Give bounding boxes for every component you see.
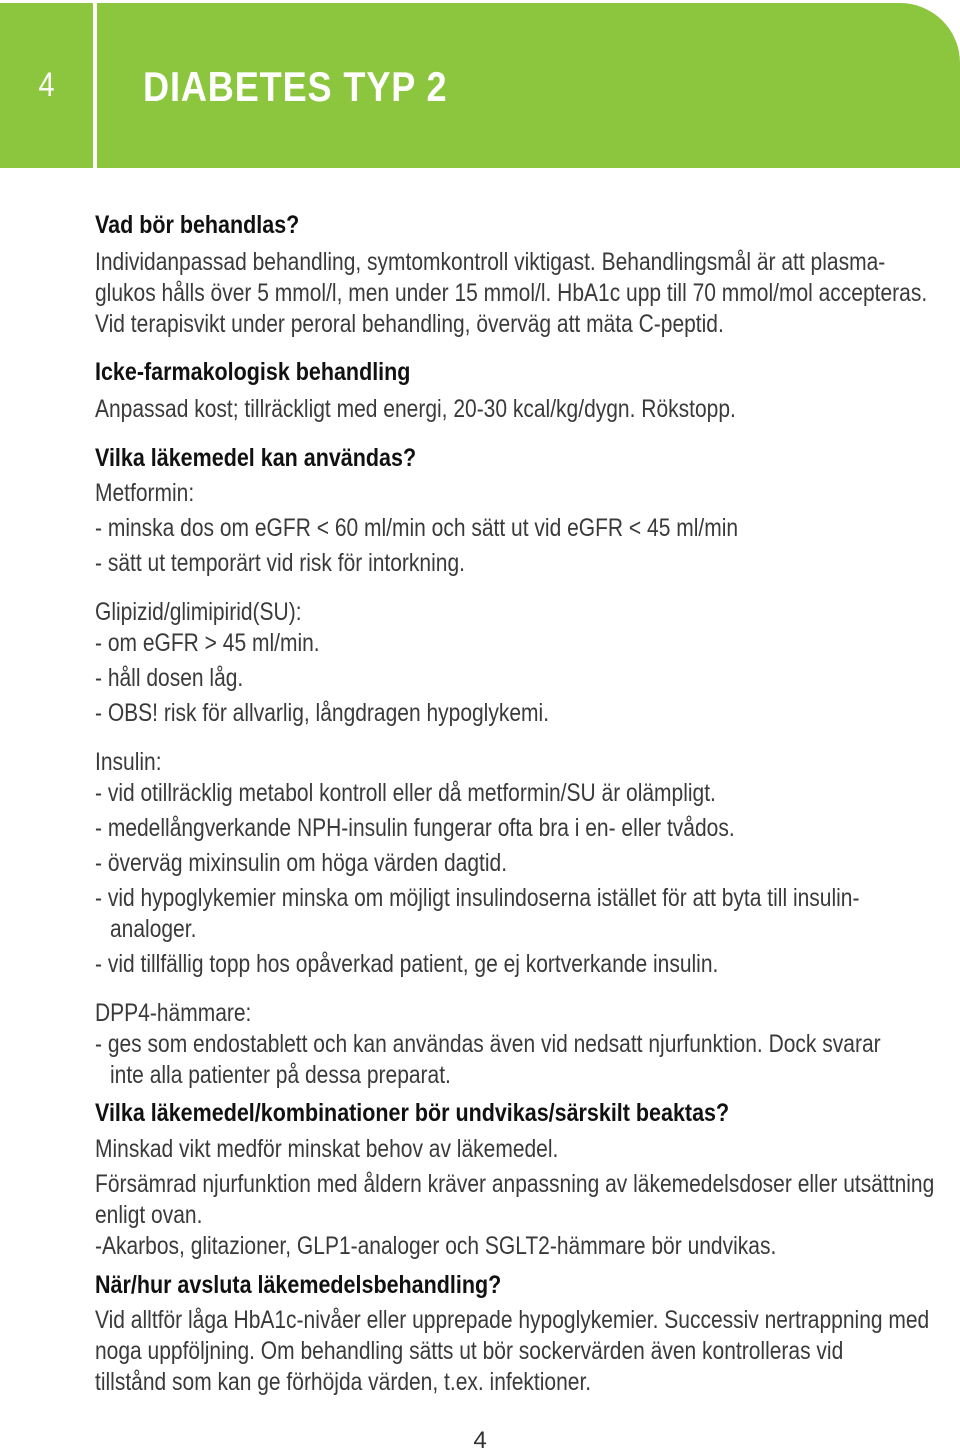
paragraph-line: noga uppföljning. Om behandling sätts ut bör sockervärden även kontrolleras vid (95, 1337, 844, 1365)
paragraph-line: enligt ovan. (95, 1201, 203, 1229)
paragraph-line: glukos hålls över 5 mmol/l, men under 15 mmol/l. HbA1c upp till 70 mmol/mol accepteras. (95, 279, 928, 307)
dpp4-title: DPP4-hämmare: (95, 999, 252, 1027)
insulin-title: Insulin: (95, 748, 162, 776)
heading-non-pharma: Icke-farmakologisk behandling (95, 358, 411, 386)
page-number: 4 (473, 1427, 487, 1454)
paragraph-line: Försämrad njurfunktion med åldern kräver anpassning av läkemedelsdoser eller utsättning (95, 1170, 935, 1198)
list-item: - vid otillräcklig metabol kontroll eller då metformin/SU är olämpligt. (95, 779, 716, 807)
banner-divider (93, 3, 97, 168)
list-item: - överväg mixinsulin om höga värden dagtid. (95, 849, 508, 877)
list-item: - håll dosen låg. (95, 664, 244, 692)
paragraph-line: Vid terapisvikt under peroral behandling, överväg att mäta C-peptid. (95, 310, 724, 338)
paragraph-line: Minskad vikt medför minskat behov av läkemedel. (95, 1135, 559, 1163)
paragraph-line: Vid alltför låga HbA1c-nivåer eller upprepade hypoglykemier. Successiv nertrappning med (95, 1306, 930, 1334)
paragraph-line: tillstånd som kan ge förhöjda värden, t.ex. infektioner. (95, 1368, 592, 1396)
list-item: - sätt ut temporärt vid risk för intorkning. (95, 549, 465, 577)
list-item-continuation: analoger. (110, 915, 197, 943)
heading-which-drugs: Vilka läkemedel kan användas? (95, 444, 417, 472)
list-item: - OBS! risk för allvarlig, långdragen hypoglykemi. (95, 699, 550, 727)
paragraph-line: Anpassad kost; tillräckligt med energi, 20-30 kcal/kg/dygn. Rökstopp. (95, 395, 736, 423)
chapter-number: 4 (38, 66, 55, 104)
list-item: - om eGFR > 45 ml/min. (95, 629, 320, 657)
paragraph-line: -Akarbos, glitazioner, GLP1-analoger och SGLT2-hämmare bör undvikas. (95, 1232, 777, 1260)
chapter-title: DIABETES TYP 2 (143, 63, 448, 110)
list-item: - medellångverkande NPH-insulin fungerar ofta bra i en- eller tvådos. (95, 814, 735, 842)
heading-when-stop: När/hur avsluta läkemedelsbehandling? (95, 1271, 502, 1299)
heading-avoid: Vilka läkemedel/kombinationer bör undvikas/särskilt beaktas? (95, 1099, 730, 1127)
list-item: - ges som endostablett och kan användas även vid nedsatt njurfunktion. Dock svarar (95, 1030, 881, 1058)
list-item: - vid hypoglykemier minska om möjligt insulindoserna istället för att byta till insulin- (95, 884, 860, 912)
metformin-title: Metformin: (95, 479, 195, 507)
chapter-banner (0, 3, 960, 168)
su-title: Glipizid/glimipirid(SU): (95, 598, 302, 626)
list-item: - vid tillfällig topp hos opåverkad patient, ge ej kortverkande insulin. (95, 950, 719, 978)
heading-what-to-treat: Vad bör behandlas? (95, 211, 300, 239)
list-item-continuation: inte alla patienter på dessa preparat. (110, 1061, 451, 1089)
paragraph-line: Individanpassad behandling, symtomkontroll viktigast. Behandlingsmål är att plasma- (95, 248, 886, 276)
list-item: - minska dos om eGFR < 60 ml/min och sätt ut vid eGFR < 45 ml/min (95, 514, 739, 542)
